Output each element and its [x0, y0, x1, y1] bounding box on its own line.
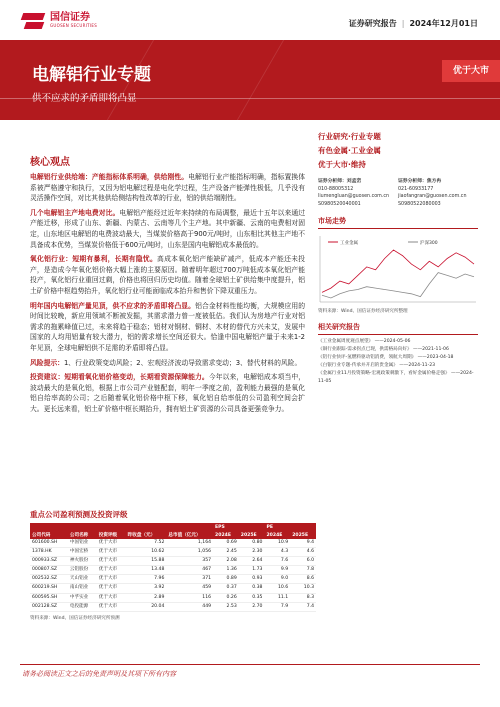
- col-header: 总市值（亿元）: [166, 531, 213, 539]
- table-cell: 15.88: [151, 558, 165, 564]
- table-cell: 6.0: [306, 558, 314, 564]
- table-cell: 600219.SH: [32, 585, 58, 591]
- logo-mark-icon: [22, 13, 44, 29]
- table-row: [30, 593, 316, 602]
- paragraph: 氧化铝行业：短期有暴利，长期有隐忧。高成本氧化铝产能缺矿减产，低成本产能还未投产，是造成今年氧化铝价格大幅上涨的主要原因。随着明年超过700万吨低成本氧化铝产能投产，氧化铝行业重回过剩，价格也将回归历史均值。随着全球铝土矿供给集中度提升，铝土矿价格中枢趋势抬升，氧化铝行业可能面临成本抬升和售价下降双重压力。: [30, 255, 306, 295]
- col-header: 2024E: [264, 531, 290, 539]
- series-line-1: [322, 273, 474, 298]
- table-cell: 0.93: [252, 576, 263, 582]
- table-cell: 11.1: [277, 594, 289, 600]
- table-cell: 601600.SH: [32, 540, 58, 545]
- col-header: 2025E: [290, 531, 316, 539]
- table-cell: 2.08: [226, 558, 237, 564]
- top-bar: [0, 0, 500, 40]
- col-header: 投资评级: [97, 531, 126, 539]
- table-cell: 7.4: [306, 603, 314, 609]
- table-cell: 2.45: [226, 549, 237, 555]
- footer-divider: [20, 664, 480, 665]
- table-cell: 000807.SZ: [32, 567, 58, 573]
- table-source: 资料来源：Wind、国信证券经济研究所预测: [30, 615, 120, 621]
- table-cell: 10.6: [277, 585, 289, 591]
- title-banner: [0, 40, 500, 120]
- related-report-link[interactable]: 《白银行业专题-传承并开启的贵金属》 ——2024-11-23: [318, 363, 436, 369]
- report-subtitle: 供不应求的矛盾即将凸显: [32, 93, 137, 104]
- related-research-title: 相关研究报告: [318, 322, 478, 335]
- table-cell: 10.62: [151, 549, 165, 555]
- table-cell: 0.80: [252, 540, 263, 545]
- table-cell: 神火股份: [69, 558, 89, 564]
- table-row: [30, 566, 316, 575]
- table-cell: 9.0: [280, 576, 289, 582]
- table-cell: 13.48: [151, 567, 165, 573]
- eps-group-header: EPS: [213, 523, 264, 531]
- table-cell: 0.89: [226, 576, 237, 582]
- table-cell: 20.04: [151, 603, 165, 609]
- table-cell: 1.36: [226, 567, 237, 573]
- table-cell: 优于大市: [98, 558, 118, 564]
- analyst-card: 证券分析师：焦方冉 021-60933177 jiaofangran@guosen.com.cn S0980522080003: [398, 179, 467, 207]
- table-cell: 2.89: [154, 594, 165, 600]
- table-cell: 7.9: [280, 603, 289, 609]
- table-cell: 1,056: [197, 549, 212, 555]
- market-trend-chart: [318, 232, 478, 306]
- core-views-title: 核心观点: [30, 157, 70, 168]
- table-cell: 优于大市: [98, 594, 118, 600]
- paragraph: 明年国内电解铝产量见顶，供不应求的矛盾即将凸显。铝合金材料性能均衡，大规模应用的时间比较晚，新应用领域不断被发掘，其需求潜力曾一度被低估。我们认为房地产行业对铝需求的拖累峰值已过，未来将趋于稳态；铝材对钢材、铜材、木材的替代方兴未艾，发展中国家的人均用铝量有较大潜力，铝的需求增长空间还很大。恰逢中国电解铝产量于未来1-2年见顶，全球电解铝供不足需的矛盾即将凸显。: [30, 301, 306, 352]
- pe-group-header: PE: [264, 523, 316, 531]
- report-type: 证券研究报告: [348, 19, 397, 28]
- table-cell: 0.37: [226, 585, 237, 591]
- col-header: 2024E: [213, 531, 239, 539]
- series-line-0: [322, 250, 474, 292]
- table-cell: 中孚实业: [69, 594, 89, 600]
- table-cell: 459: [202, 585, 212, 591]
- table-cell: 南山铝业: [69, 585, 89, 591]
- table-cell: 优于大市: [98, 576, 118, 582]
- related-report-link[interactable]: 《铜行业跟踪-需求拐点已现，供需格局向好》 ——2021-11-06: [318, 347, 449, 353]
- related-report-link[interactable]: 《铝行业快评-氢燃料驱动铝消费，领航大周期》 ——2023-04-18: [318, 355, 454, 361]
- paragraph: 风险提示：1、行业政策变动风险；2、宏观经济波动导致需求变动；3、替代材料的风险。: [30, 358, 302, 367]
- table-cell: 2.64: [252, 558, 263, 564]
- table-cell: 2.70: [252, 603, 263, 609]
- table-cell: 10.9: [277, 540, 289, 545]
- table-row: [30, 575, 316, 584]
- table-cell: 优于大市: [98, 603, 118, 609]
- table-cell: 0.69: [226, 540, 237, 545]
- core-views: [30, 153, 305, 418]
- rating-tag: 优于大市: [442, 60, 500, 82]
- table-row: [30, 548, 316, 557]
- table-cell: 云铝股份: [69, 567, 89, 573]
- table-cell: 1378.HK: [32, 549, 52, 555]
- col-header: 公司名称: [68, 531, 97, 539]
- report-meta: 证券研究报告 | 2024年12月01日: [348, 19, 478, 28]
- rating-line: 优于大市·维持: [318, 160, 366, 169]
- forecast-table-section: [30, 509, 316, 621]
- table-cell: 600595.SH: [32, 594, 58, 600]
- table-cell: 9.4: [306, 540, 314, 545]
- paragraph: 投资建议：短期看氧化铝价格变动，长期看资源保障能力。今年以来，电解铝成本项当中，波动最大的是氧化铝，根据上市公司产业链配套，明年一季度之前，盈利能力最强的是氧化铝自给率高的公司；之后随着氧化铝价格中枢下移，氧化铝自给率低的公司盈利空间会扩大。更长远来看，铝土矿价格中枢长期抬升，拥有铝土矿资源的公司具备更强竞争力。: [30, 373, 306, 413]
- table-cell: 2.30: [252, 549, 263, 555]
- guosen-logo: [22, 12, 97, 29]
- table-cell: 10.3: [303, 585, 314, 591]
- legend-label-series-0: 工业金属: [340, 241, 358, 247]
- table-cell: 0.38: [252, 585, 263, 591]
- table-cell: 8.6: [306, 576, 314, 582]
- sector-line: 有色金属·工业金属: [318, 146, 381, 155]
- trend-chart-svg: [318, 232, 478, 306]
- forecast-table: [30, 523, 316, 612]
- table-cell: 1,164: [197, 540, 212, 545]
- paragraph: 几个电解铝主产地电费对比。电解铝产能经过近年来持续的布局调整，最近十五年以来通过产能迁移，形成了山东、新疆、内蒙古、云南等几个主产地。其中新疆、云南的电费相对固定，山东地区电解铝的电费波动最大，当煤炭价格高于900元/吨时，山东相比其他主产地不具备成本优势，当煤炭价格低于600元/吨时，山东是国内电解铝成本最低的。: [30, 208, 306, 249]
- table-cell: 优于大市: [98, 540, 118, 545]
- related-report-link[interactable]: 《金属行业11月投资策略-宏观政策刺激下，看好金属价格走强》 ——2024-11-05: [318, 371, 474, 385]
- report-title: 电解铝行业专题: [32, 65, 151, 85]
- analyst-card: 证券分析师：刘孟峦 010-88005312 liumengluan@guosen.com.cn S0980520040001: [318, 179, 390, 207]
- legend-label-series-1: 沪深300: [420, 241, 438, 247]
- col-header: 2025E: [239, 531, 265, 539]
- market-trend-title: 市场走势: [318, 216, 478, 229]
- report-date: 2024年12月01日: [409, 19, 478, 28]
- table-row: [30, 602, 316, 611]
- table-cell: 7.6: [280, 558, 289, 564]
- table-cell: 8.3: [306, 594, 314, 600]
- table-cell: 7.96: [154, 576, 165, 582]
- analysts: [318, 178, 478, 208]
- table-cell: 3.92: [154, 585, 165, 591]
- chart-source: 资料来源：Wind、国信证券经济研究所整理: [318, 309, 408, 315]
- table-cell: 优于大市: [98, 567, 118, 573]
- table-cell: 7.52: [154, 540, 165, 545]
- table-cell: 002128.SZ: [32, 603, 58, 609]
- table-cell: 002532.SZ: [32, 576, 58, 582]
- table-row: [30, 557, 316, 566]
- industry-line: 行业研究·行业专题: [318, 132, 381, 141]
- paragraph: 电解铝行业供给端：产能指标体系明确，供给刚性。电解铝行业产能指标明确，指标置换体系被严格遵守和执行，又因为铝电解过程是电化学过程，生产设备产能弹性极低，几乎没有灵活操作空间，对比其他供给侧结构性改革的行业，铝的供给端刚性。: [30, 173, 306, 203]
- col-header: 昨收盘（元）: [126, 531, 167, 539]
- footer-disclaimer: 请务必阅读正文之后的免责声明及其项下所有内容: [22, 670, 176, 678]
- table-cell: 中国宏桥: [69, 549, 89, 555]
- related-report-link[interactable]: 《工业金属周度观点展望》 ——2024-05-06: [318, 339, 411, 345]
- table-cell: 357: [202, 558, 212, 564]
- table-cell: 116: [202, 594, 212, 600]
- table-cell: 天山铝业: [69, 576, 89, 582]
- table-cell: 000933.SZ: [32, 558, 58, 564]
- sidebar: [318, 130, 478, 386]
- table-cell: 371: [202, 576, 212, 582]
- table-cell: 优于大市: [98, 549, 118, 555]
- logo-text-cn: 国信证券: [50, 12, 90, 23]
- table-cell: 7.8: [306, 567, 314, 573]
- table-cell: 中国铝业: [69, 540, 89, 545]
- table-cell: 0.35: [252, 594, 263, 600]
- table-cell: 电投能源: [69, 603, 89, 609]
- table-cell: 9.9: [280, 567, 289, 573]
- table-cell: 1.73: [252, 567, 263, 573]
- table-cell: 2.53: [226, 603, 237, 609]
- table-row: [30, 539, 316, 548]
- forecast-table-title: 重点公司盈利预测及投资评级: [30, 510, 128, 519]
- table-cell: 449: [202, 603, 212, 609]
- col-header: 公司代码: [30, 531, 68, 539]
- table-cell: 4.3: [280, 549, 289, 555]
- table-cell: 467: [202, 567, 212, 573]
- table-cell: 0.26: [226, 594, 237, 600]
- logo-text-en: GUOSEN SECURITIES: [50, 23, 98, 28]
- table-row: [30, 584, 316, 593]
- table-cell: 4.6: [306, 549, 314, 555]
- table-cell: 优于大市: [98, 585, 118, 591]
- related-research-list: [318, 338, 478, 386]
